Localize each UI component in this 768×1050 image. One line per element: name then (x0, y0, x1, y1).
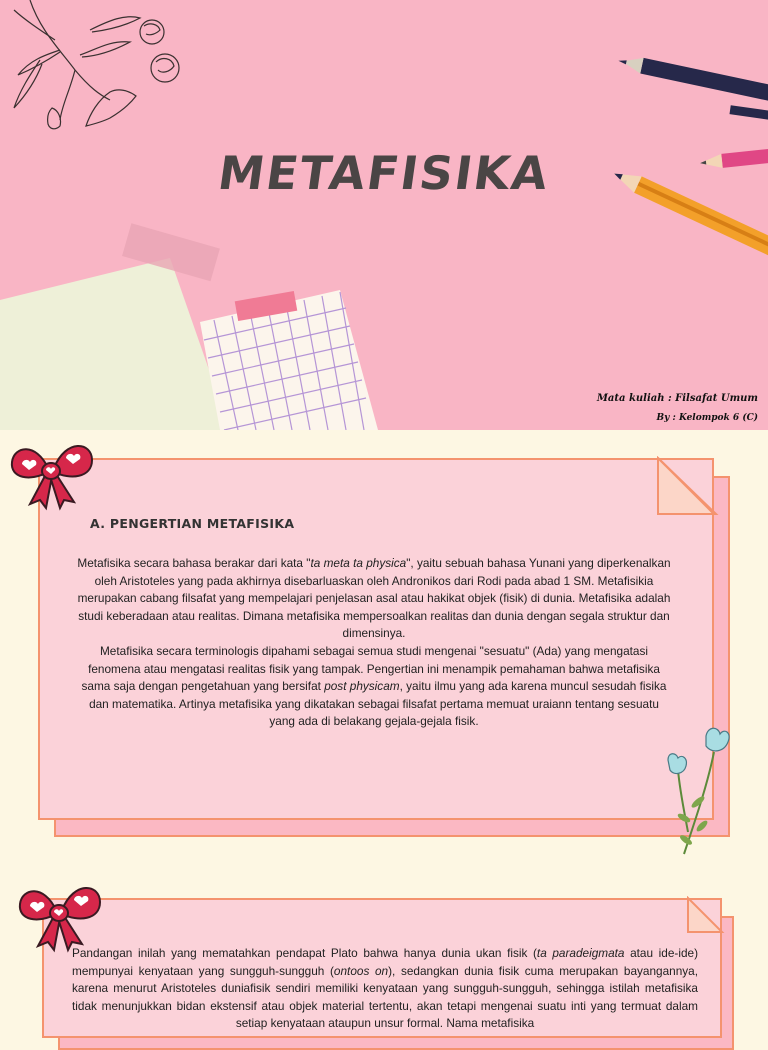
pens-illustration (0, 0, 768, 260)
tulip-sprig-icon (658, 722, 748, 858)
section-heading: A. PENGERTIAN METAFISIKA (90, 516, 295, 531)
cover-section (0, 0, 768, 430)
continuation-text (72, 945, 698, 1033)
ribbon-bow-icon (6, 432, 98, 512)
page-fold-corner (686, 896, 730, 938)
paragraph-2: Metafisika secara terminologis dipahami sebagai semua studi mengenai "sesuatu" (Ada) yang mengatasi fenomena atau mengatasi realitas fisik yang tampak. Pengertian ini menampik pemahaman bahwa metafisika sama saja dengan pengetahuan yang bersifat post physicam, yaitu ilmu yang ada karena muncul sesudah fisika dan matematika. Artinya metafisika yang dikatakan sebagai filsafat pertama memuat uraiann tentang sesuatu yang ada di belakang gejala-gejala fisik. (81, 643, 667, 729)
page-title: METAFISIKA (214, 146, 554, 200)
ribbon-bow-icon (14, 874, 106, 954)
page-fold-corner (656, 456, 732, 528)
paragraph-3: Pandangan inilah yang mematahkan pendapat Plato bahwa hanya dunia ukan fisik (ta paradeigmata atau ide-ide) mempunyai kenyataan yang sungguh-sungguh (ontoos on), sedangkan dunia fisik cuma merupakan bayangannya, karena menurut Aristoteles duniafisik sendiri memiliki kenyataan yang sungguh-sungguh, sehingga istilah metafisika tidak menunjukkan bidan ekstensif atau objek material tertentu, akan tetapi mengenai suatu inti yang termuat dalam setiap kenyataan ataupun unsur formal. Nama metafisika (72, 946, 699, 1031)
definition-text (76, 555, 672, 731)
course-label: Mata kuliah : Filsafat Umum (596, 393, 758, 404)
author-label: By : Kelompok 6 (C) (656, 413, 758, 423)
paragraph-1: Metafisika secara bahasa berakar dari kata "ta meta ta physica", yaitu sebuah bahasa Yunani yang diperkenalkan oleh Aristoteles yang pada akhirnya disebarluaskan oleh Andronikos dari Rodi pada abad 1 SM. Metafisikia merupakan cabang filsafat yang mempelajari penjelasan asal atau hakikat objek (fisik) di dunia. Metafisika adalah studi keberadaan atau realitas. Dimana metafisika mempersoalkan realitas dan dunia dengan segala struktur dan dimensinya. (77, 556, 671, 641)
